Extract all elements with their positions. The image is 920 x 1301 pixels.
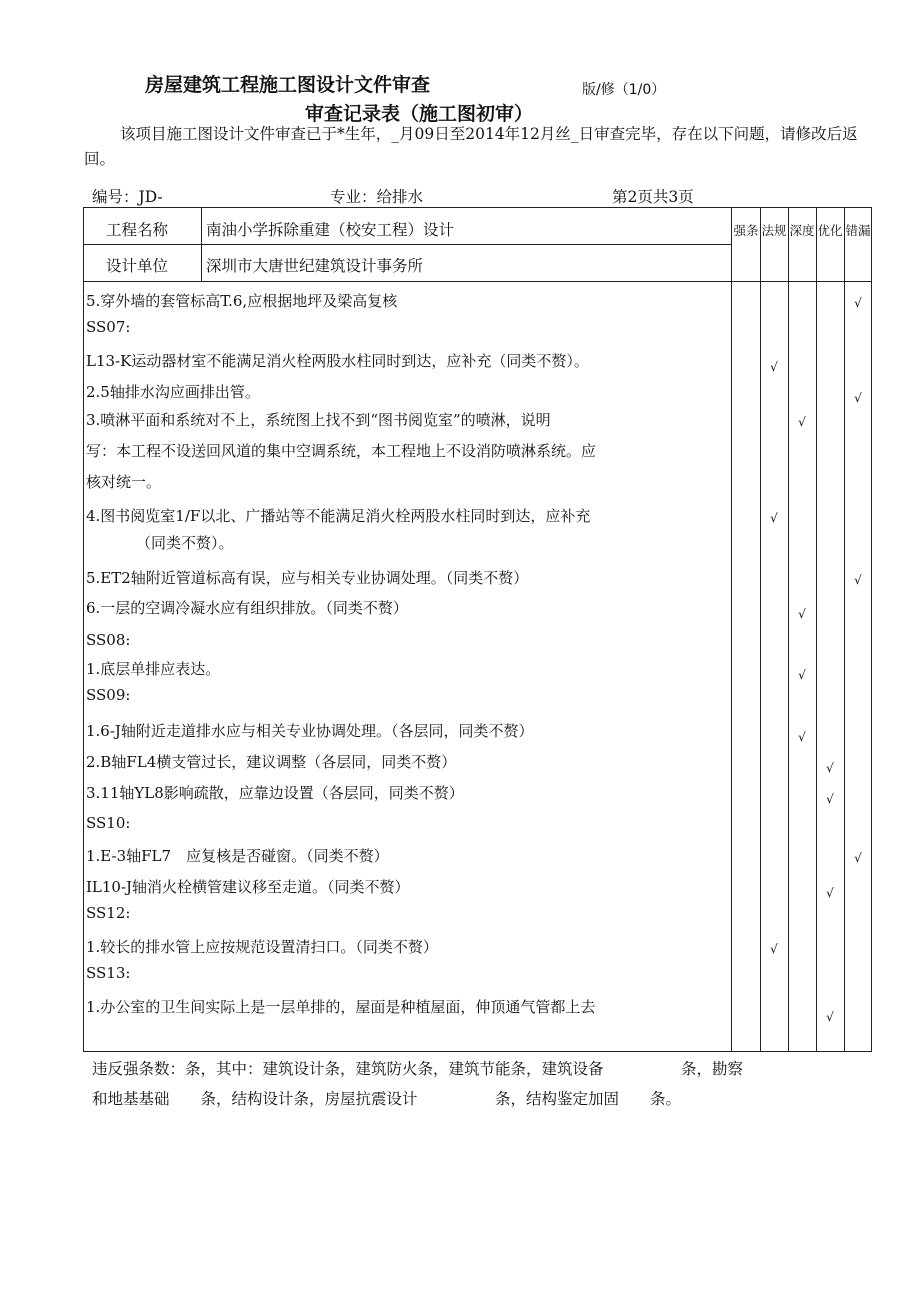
comment-line: 4.图书阅览室1/F以北、广播站等不能满足消火栓两股水柱同时到达，应补充 bbox=[86, 507, 591, 525]
check-mark: √ bbox=[770, 942, 778, 956]
record-number: 编号：JD- bbox=[92, 188, 163, 206]
version-label: 版/修（1/0） bbox=[582, 82, 666, 98]
check-mark: √ bbox=[826, 886, 834, 900]
comment-line: 1.6-J轴附近走道排水应与相关专业协调处理。（各层同，同类不赘） bbox=[86, 722, 534, 740]
check-mark: √ bbox=[798, 607, 806, 621]
comment-line: SS08: bbox=[86, 631, 131, 649]
check-mark: √ bbox=[854, 296, 862, 310]
review-table bbox=[83, 207, 872, 1052]
discipline-label: 专业：给排水 bbox=[330, 188, 424, 206]
comment-line: 5.ET2轴附近管道标高有误，应与相关专业协调处理。（同类不赘） bbox=[86, 569, 529, 587]
comment-line: （同类不赘）。 bbox=[136, 534, 234, 552]
check-mark: √ bbox=[826, 792, 834, 806]
intro-paragraph: 该项目施工图设计文件审查已于*生年，_月09日至2014年12月丝_日审查完毕，存在以下问题，请修改后返回。 bbox=[84, 125, 858, 168]
comment-line: 5.穿外墙的套管标高T.6,应根据地坪及梁高复核 bbox=[86, 292, 398, 310]
check-mark: √ bbox=[854, 573, 862, 587]
comment-line: L13-K运动器材室不能满足消火栓两股水柱同时到达，应补充（同类不赘）。 bbox=[86, 352, 589, 370]
comment-line: 写：本工程不设送回风道的集中空调系统，本工程地上不设消防喷淋系统。应 bbox=[86, 442, 597, 460]
category-depth: 深度 bbox=[789, 223, 815, 238]
comment-line: 6.一层的空调冷凝水应有组织排放。（同类不赘） bbox=[86, 599, 408, 617]
check-mark: √ bbox=[854, 851, 862, 865]
check-mark: √ bbox=[798, 730, 806, 744]
check-mark: √ bbox=[770, 511, 778, 525]
design-unit-value: 深圳市大唐世纪建筑设计事务所 bbox=[206, 257, 424, 275]
page-counter: 第2页共3页 bbox=[612, 188, 694, 206]
comment-line: 3.11轴YL8影响疏散，应靠边设置（各层同，同类不赘） bbox=[86, 784, 464, 802]
check-mark: √ bbox=[798, 415, 806, 429]
check-mark: √ bbox=[854, 391, 862, 405]
comment-line: 2.B轴FL4横支管过长，建议调整（各层同，同类不赘） bbox=[86, 753, 457, 771]
comment-line: SS10: bbox=[86, 814, 131, 832]
document-title: 房屋建筑工程施工图设计文件审查 bbox=[145, 74, 431, 96]
check-mark: √ bbox=[798, 668, 806, 682]
comment-line: 1.底层单排应表达。 bbox=[86, 660, 221, 678]
footer-summary-line2: 和地基基础 条，结构设计条，房屋抗震设计 条，结构鉴定加固 条。 bbox=[92, 1090, 682, 1108]
category-error: 错漏 bbox=[845, 223, 871, 238]
comment-line: SS09: bbox=[86, 686, 131, 704]
comment-line: IL10-J轴消火栓横管建议移至走道。（同类不赘） bbox=[86, 878, 410, 896]
project-name-label: 工程名称 bbox=[106, 221, 169, 239]
check-mark: √ bbox=[826, 1010, 834, 1024]
comment-line: 1.较长的排水管上应按规范设置清扫口。（同类不赘） bbox=[86, 938, 438, 956]
comment-line: SS13: bbox=[86, 964, 131, 982]
footer-summary-line1: 违反强条数：条，其中：建筑设计条，建筑防火条，建筑节能条，建筑设备 条，勘察 bbox=[92, 1060, 744, 1078]
check-mark: √ bbox=[826, 761, 834, 775]
comment-line: SS07: bbox=[86, 318, 131, 336]
comment-line: 2.5轴排水沟应画排出管。 bbox=[86, 383, 260, 401]
category-mandatory: 强条 bbox=[733, 223, 759, 238]
project-name-value: 南油小学拆除重建（校安工程）设计 bbox=[206, 221, 455, 239]
comment-line: SS12: bbox=[86, 904, 131, 922]
comment-line: 1.办公室的卫生间实际上是一层单排的，屋面是种植屋面，伸顶通气管都上去 bbox=[86, 998, 596, 1016]
comment-line: 核对统一。 bbox=[86, 473, 162, 491]
comment-line: 3.喷淋平面和系统对不上，系统图上找不到“图书阅览室”的喷淋，说明 bbox=[86, 411, 551, 429]
design-unit-label: 设计单位 bbox=[106, 257, 169, 275]
comment-line: 1.E-3轴FL7 应复核是否碰窗。（同类不赘） bbox=[86, 847, 389, 865]
check-mark: √ bbox=[770, 360, 778, 374]
category-optimize: 优化 bbox=[817, 223, 843, 238]
category-regulation: 法规 bbox=[761, 223, 787, 238]
document-subtitle: 审查记录表（施工图初审） bbox=[305, 103, 534, 125]
